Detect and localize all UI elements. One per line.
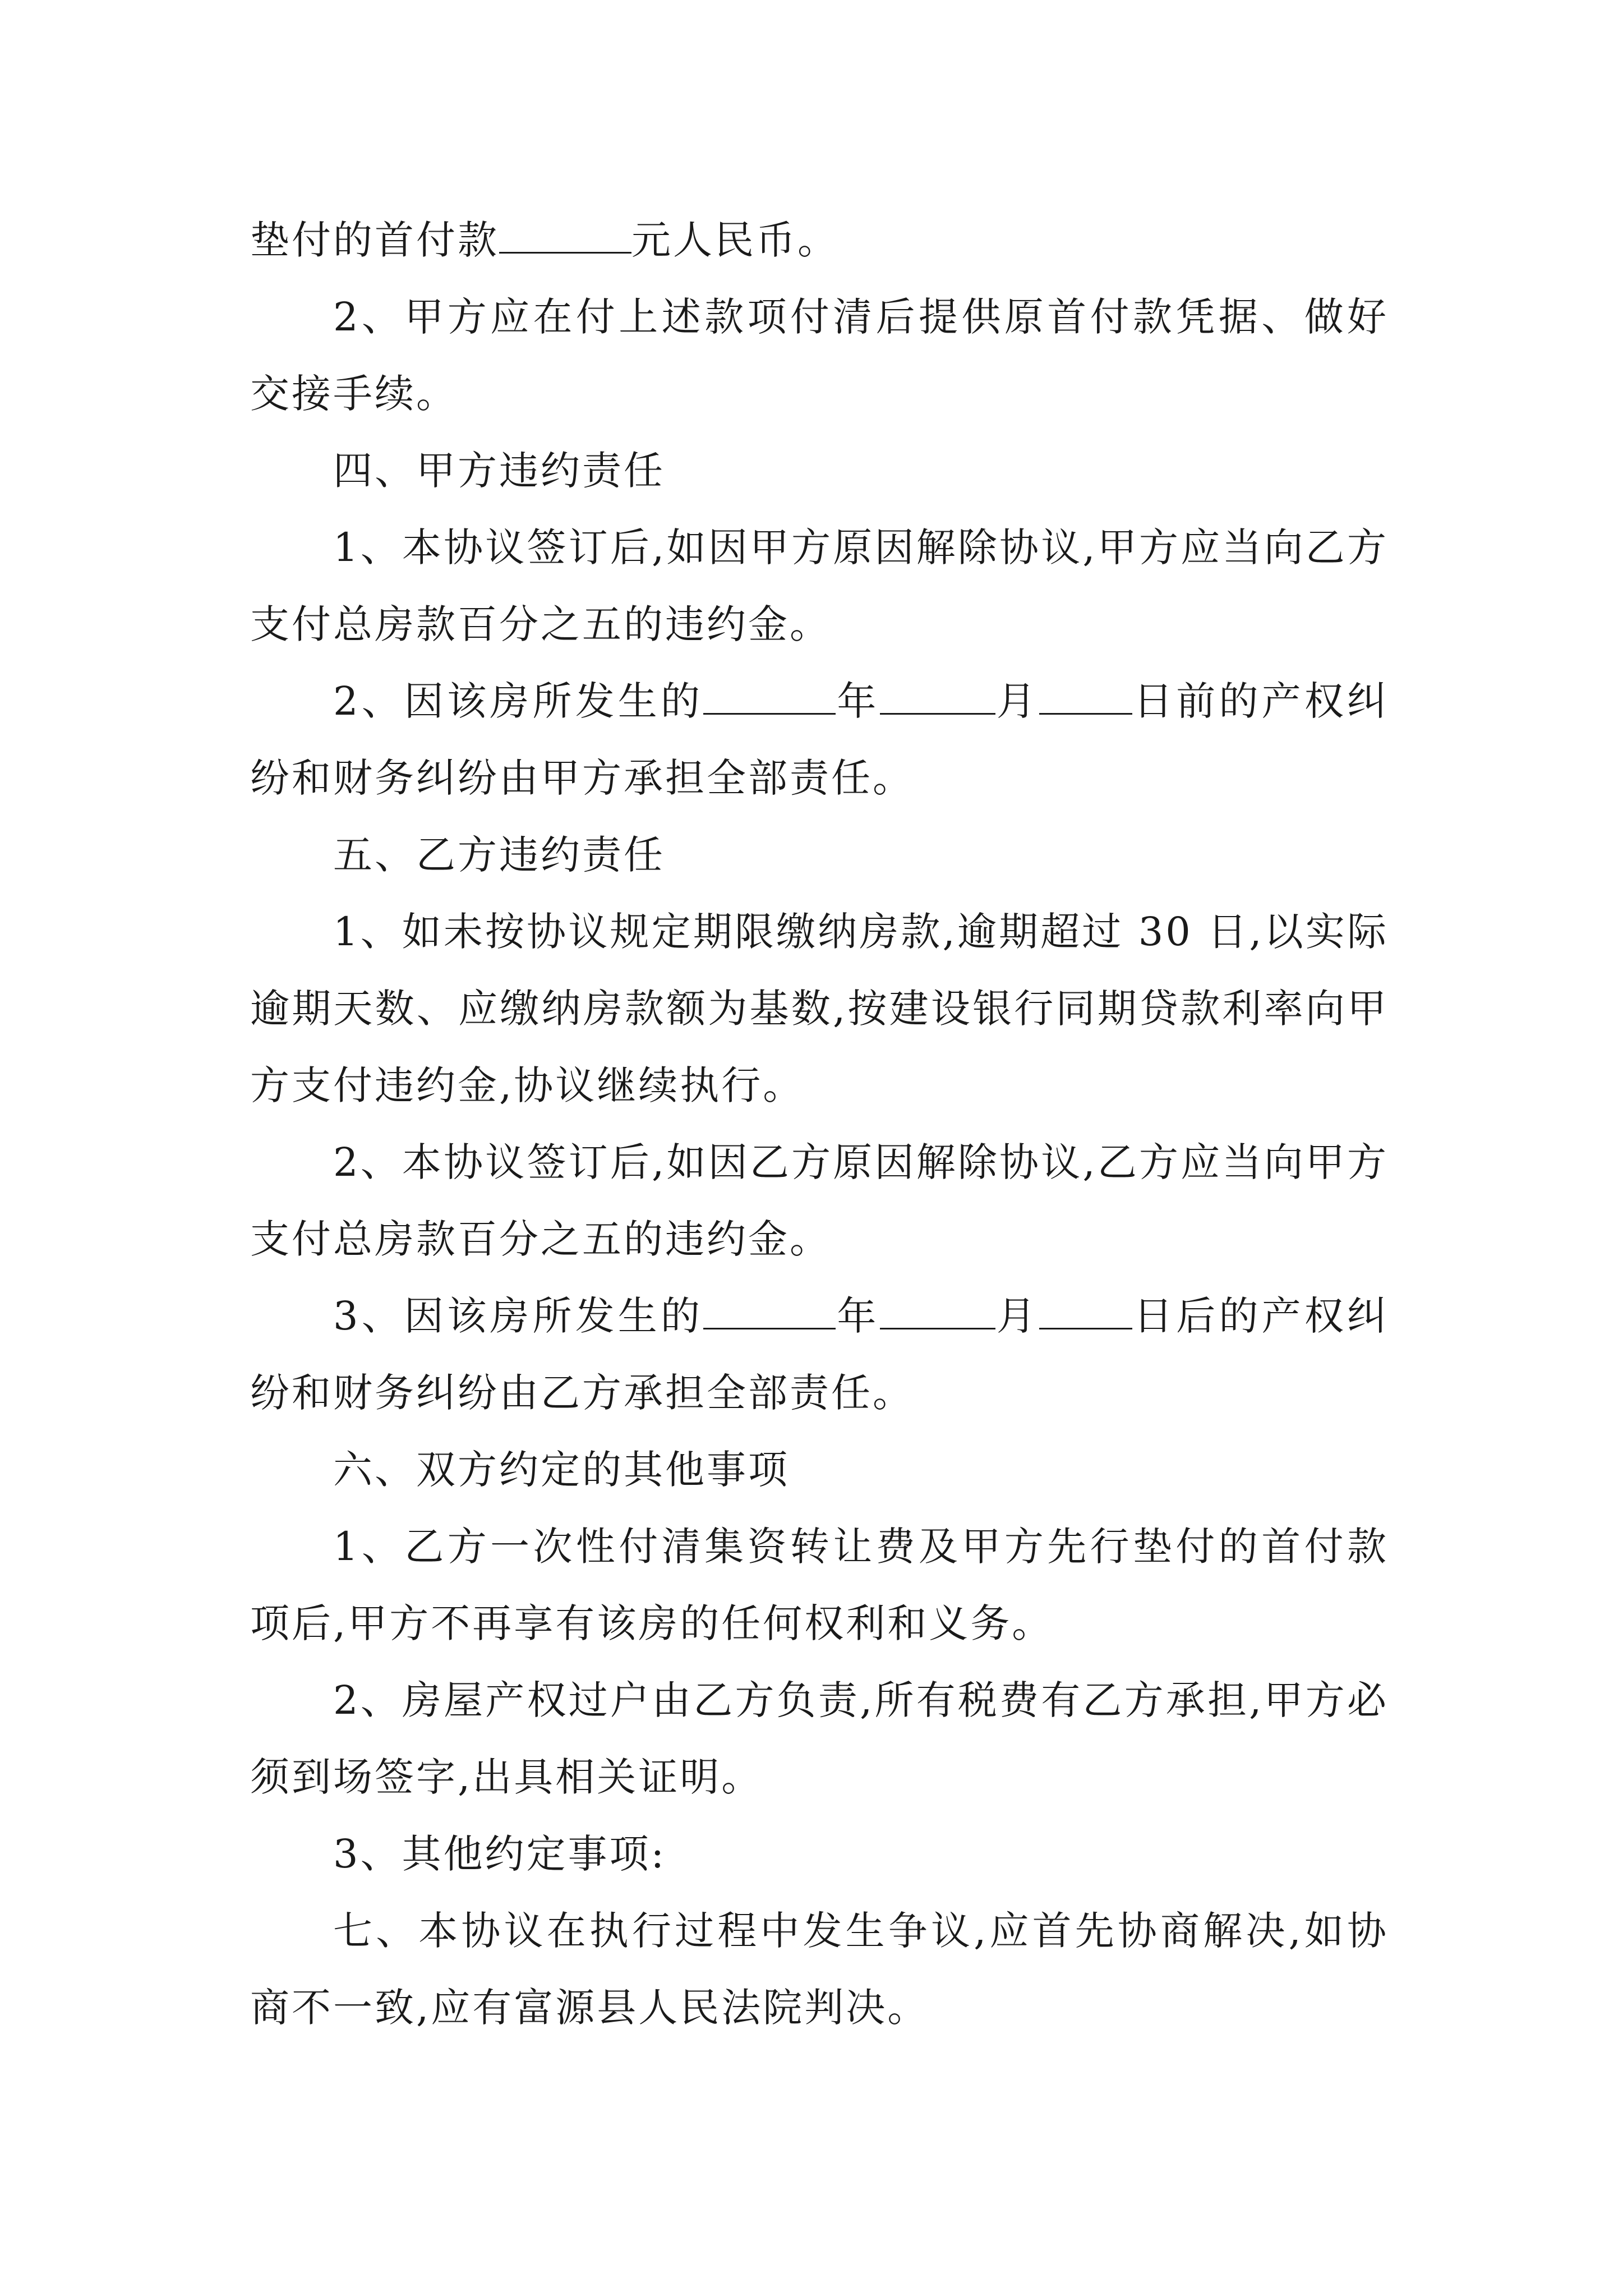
blank-field-month: [880, 679, 995, 715]
section-heading-party-b-liability: 五、乙方违约责任: [333, 832, 665, 878]
paragraph-title-transfer: 2、房屋产权过户由乙方负责,所有税费有乙方承担,甲方必须到场签字,出具相关证明。: [250, 1677, 1389, 1800]
paragraph-handover: 2、甲方应在付上述款项付清后提供原首付款凭据、做好交接手续。: [250, 294, 1389, 417]
blank-field-year: [703, 679, 836, 715]
text-segment: 日后的产权纠纷和财务纠纷由乙方承担全部责任。: [250, 1293, 1389, 1416]
paragraph-party-b-disputes: [250, 1278, 1389, 1432]
paragraph-down-payment: [250, 202, 1389, 279]
section-heading-other-matters: 六、双方约定的其他事项: [333, 1447, 790, 1493]
blank-field-day: [1039, 1294, 1132, 1329]
text-segment: 月: [995, 678, 1039, 724]
paragraph-other-agreements: 3、其他约定事项:: [333, 1831, 667, 1877]
text-segment: 元人民币。: [631, 217, 839, 263]
paragraph-full-payment: 1、乙方一次性付清集资转让费及甲方先行垫付的首付款项后,甲方不再享有该房的任何权利和义务。: [250, 1524, 1389, 1646]
paragraph-dispute-resolution: 七、本协议在执行过程中发生争议,应首先协商解决,如协商不一致,应有富源县人民法院判决。: [250, 1908, 1389, 2031]
document-body: [250, 202, 1389, 2046]
text-segment: 垫付的首付款: [250, 217, 499, 263]
text-segment: 年: [836, 1293, 880, 1339]
blank-field-day: [1039, 679, 1132, 715]
text-segment: 日前的产权纠纷和财务纠纷由甲方承担全部责任。: [250, 678, 1389, 801]
section-heading-party-a-liability: 四、甲方违约责任: [333, 448, 665, 494]
paragraph-late-payment: 1、如未按协议规定期限缴纳房款,逾期超过 30 日,以实际逾期天数、应缴纳房款额为基数,按建设银行同期贷款利率向甲方支付违约金,协议继续执行。: [250, 909, 1389, 1108]
text-segment: 年: [836, 678, 880, 724]
text-segment: 2、因该房所发生的: [333, 678, 704, 724]
blank-field-year: [703, 1294, 836, 1329]
paragraph-party-a-disputes: [250, 663, 1389, 817]
paragraph-party-b-termination: 2、本协议签订后,如因乙方原因解除协议,乙方应当向甲方支付总房款百分之五的违约金。: [250, 1139, 1389, 1262]
text-segment: 3、因该房所发生的: [333, 1293, 704, 1339]
blank-field-month: [880, 1294, 995, 1329]
text-segment: 月: [995, 1293, 1039, 1339]
blank-field-amount: [499, 218, 631, 254]
paragraph-party-a-termination: 1、本协议签订后,如因甲方原因解除协议,甲方应当向乙方支付总房款百分之五的违约金。: [250, 524, 1389, 647]
